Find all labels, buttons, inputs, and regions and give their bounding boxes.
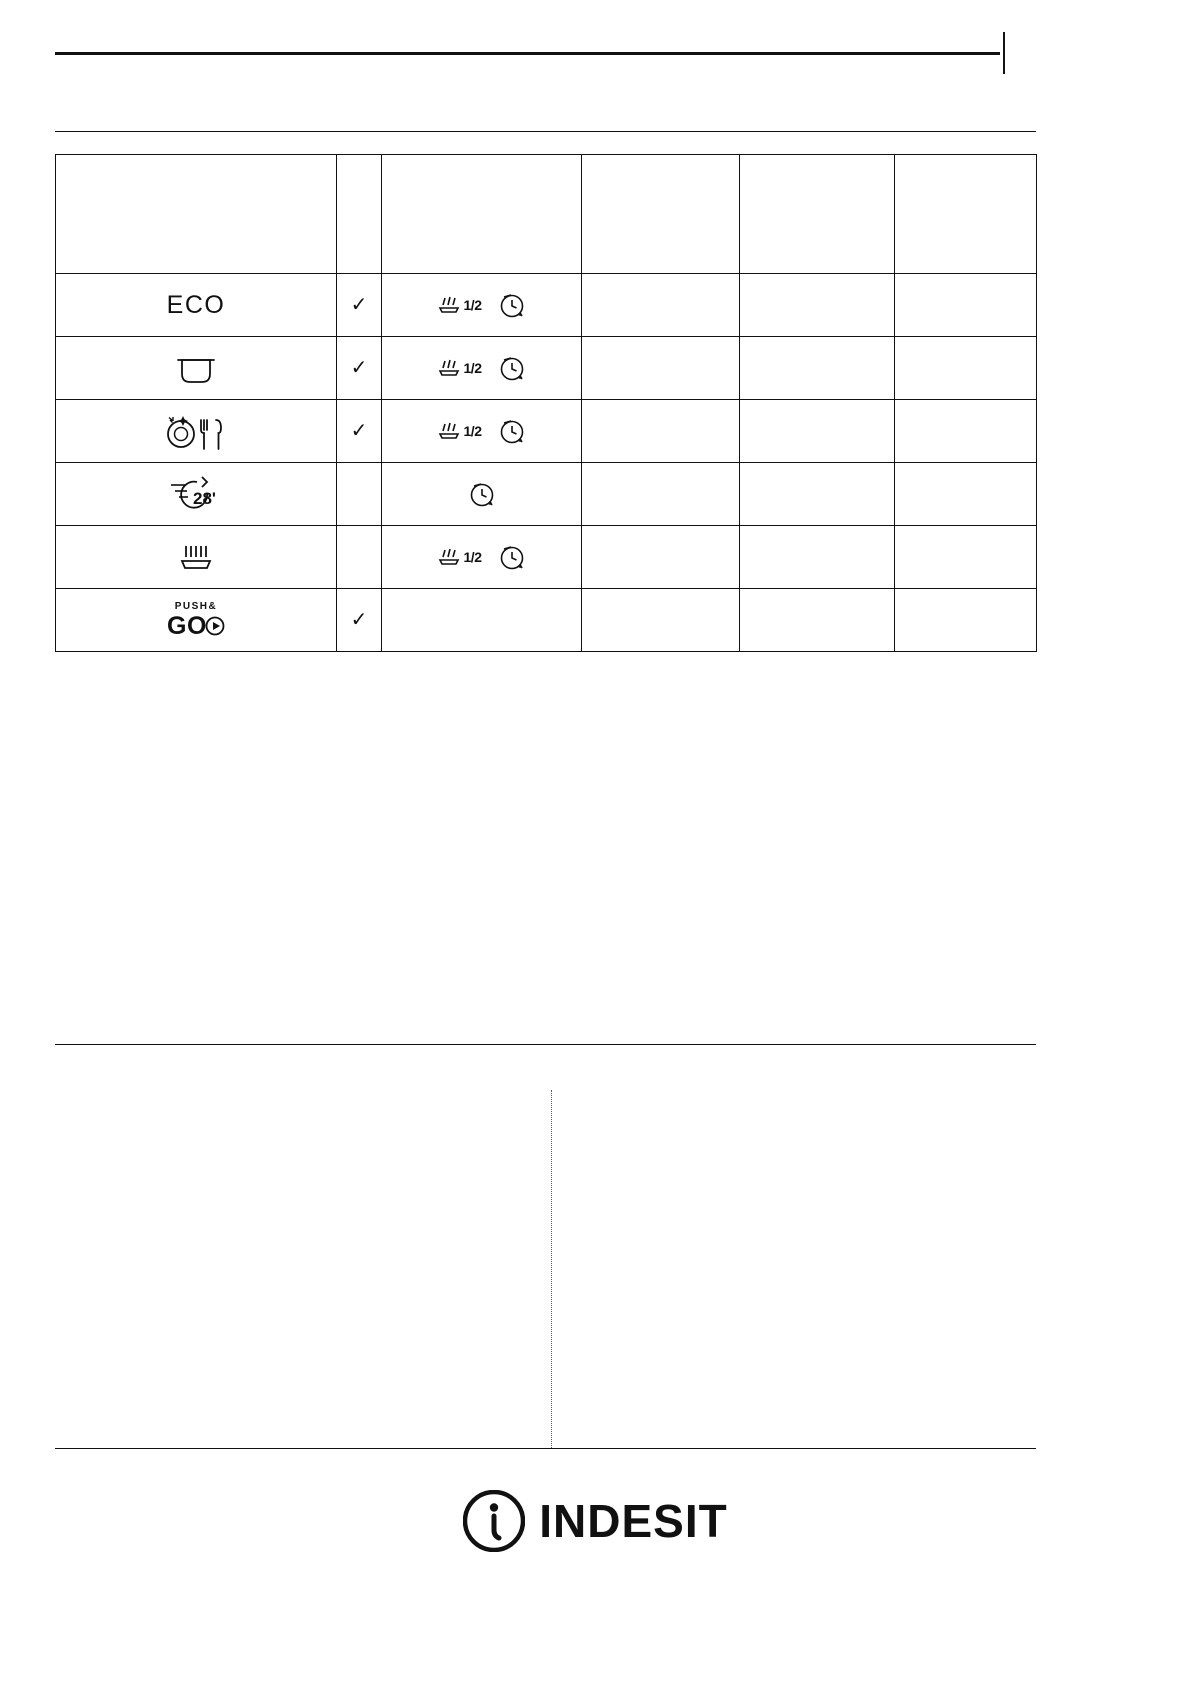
water-cell <box>740 400 895 463</box>
check-cell <box>337 400 382 463</box>
options-cell <box>382 337 582 400</box>
programme-cell-daily <box>56 400 337 463</box>
programme-cell-push-and-go <box>56 589 337 652</box>
programme-cell-pots-pans <box>56 337 337 400</box>
options-cell <box>382 274 582 337</box>
delay-timer-icon <box>497 417 527 445</box>
check-cell <box>337 526 382 589</box>
check-cell <box>337 337 382 400</box>
checkmark-icon: ✓ <box>350 355 368 379</box>
programme-table-wrapper <box>55 154 1036 652</box>
table-header-row <box>56 155 1037 274</box>
brand-logo <box>0 1490 1191 1552</box>
table-row <box>56 526 1037 589</box>
brand-wordmark: INDESIT <box>539 1495 728 1547</box>
rapid-28-min-icon <box>161 471 231 517</box>
eco-label: ECO <box>166 290 226 319</box>
water-cell <box>740 463 895 526</box>
half-load-icon <box>436 546 482 568</box>
programme-cell-prewash <box>56 526 337 589</box>
duration-cell <box>582 274 740 337</box>
rule-above-table <box>55 131 1036 132</box>
table-row <box>56 463 1037 526</box>
energy-cell <box>895 400 1037 463</box>
check-cell <box>337 274 382 337</box>
delay-timer-icon <box>497 543 527 571</box>
half-load-fraction: 1/2 <box>463 423 482 439</box>
pot-pan-icon <box>160 346 232 390</box>
checkmark-icon: ✓ <box>350 418 368 442</box>
energy-cell <box>895 337 1037 400</box>
energy-cell <box>895 463 1037 526</box>
half-load-icon <box>436 357 482 379</box>
rule-above-footer <box>55 1448 1036 1449</box>
options-cell <box>382 589 582 652</box>
duration-cell <box>582 463 740 526</box>
options-cell <box>382 463 582 526</box>
options-cell <box>382 526 582 589</box>
half-load-icon <box>436 294 482 316</box>
header-cell-duration <box>582 155 740 274</box>
header-cell-options <box>382 155 582 274</box>
header-tick-mark <box>1003 32 1005 74</box>
delay-timer-icon <box>497 354 527 382</box>
duration-cell <box>582 526 740 589</box>
energy-cell <box>895 526 1037 589</box>
programme-cell-eco <box>56 274 337 337</box>
half-load-fraction: 1/2 <box>463 549 482 565</box>
header-cell-water <box>740 155 895 274</box>
check-cell <box>337 463 382 526</box>
table-row <box>56 337 1037 400</box>
check-cell <box>337 589 382 652</box>
push-and-go-icon <box>167 602 225 639</box>
push-and-go-top-label: PUSH& <box>174 600 218 612</box>
duration-cell <box>582 400 740 463</box>
duration-cell <box>582 337 740 400</box>
water-cell <box>740 526 895 589</box>
sparkle-plate-cutlery-icon <box>153 408 239 454</box>
programme-table <box>55 154 1037 652</box>
half-load-fraction: 1/2 <box>463 360 482 376</box>
checkmark-icon: ✓ <box>350 607 368 631</box>
water-cell <box>740 589 895 652</box>
rule-mid-section <box>55 1044 1036 1045</box>
header-cell-programme <box>56 155 337 274</box>
indesit-i-circle-logo <box>463 1490 525 1552</box>
header-rule <box>55 52 1000 55</box>
duration-cell <box>582 589 740 652</box>
water-cell <box>740 274 895 337</box>
programme-cell-rapid <box>56 463 337 526</box>
svg-text:28': 28' <box>193 489 216 508</box>
prewash-soak-icon <box>163 535 229 579</box>
table-row <box>56 274 1037 337</box>
table-row <box>56 400 1037 463</box>
column-dotted-separator <box>551 1090 552 1448</box>
half-load-fraction: 1/2 <box>463 297 482 313</box>
delay-timer-icon <box>467 480 497 508</box>
energy-cell <box>895 589 1037 652</box>
options-cell <box>382 400 582 463</box>
header-cell-energy <box>895 155 1037 274</box>
energy-cell <box>895 274 1037 337</box>
header-cell-check <box>337 155 382 274</box>
half-load-icon <box>436 420 482 442</box>
water-cell <box>740 337 895 400</box>
push-and-go-bottom-label: GO <box>167 611 207 640</box>
table-row <box>56 589 1037 652</box>
checkmark-icon: ✓ <box>350 292 368 316</box>
delay-timer-icon <box>497 291 527 319</box>
